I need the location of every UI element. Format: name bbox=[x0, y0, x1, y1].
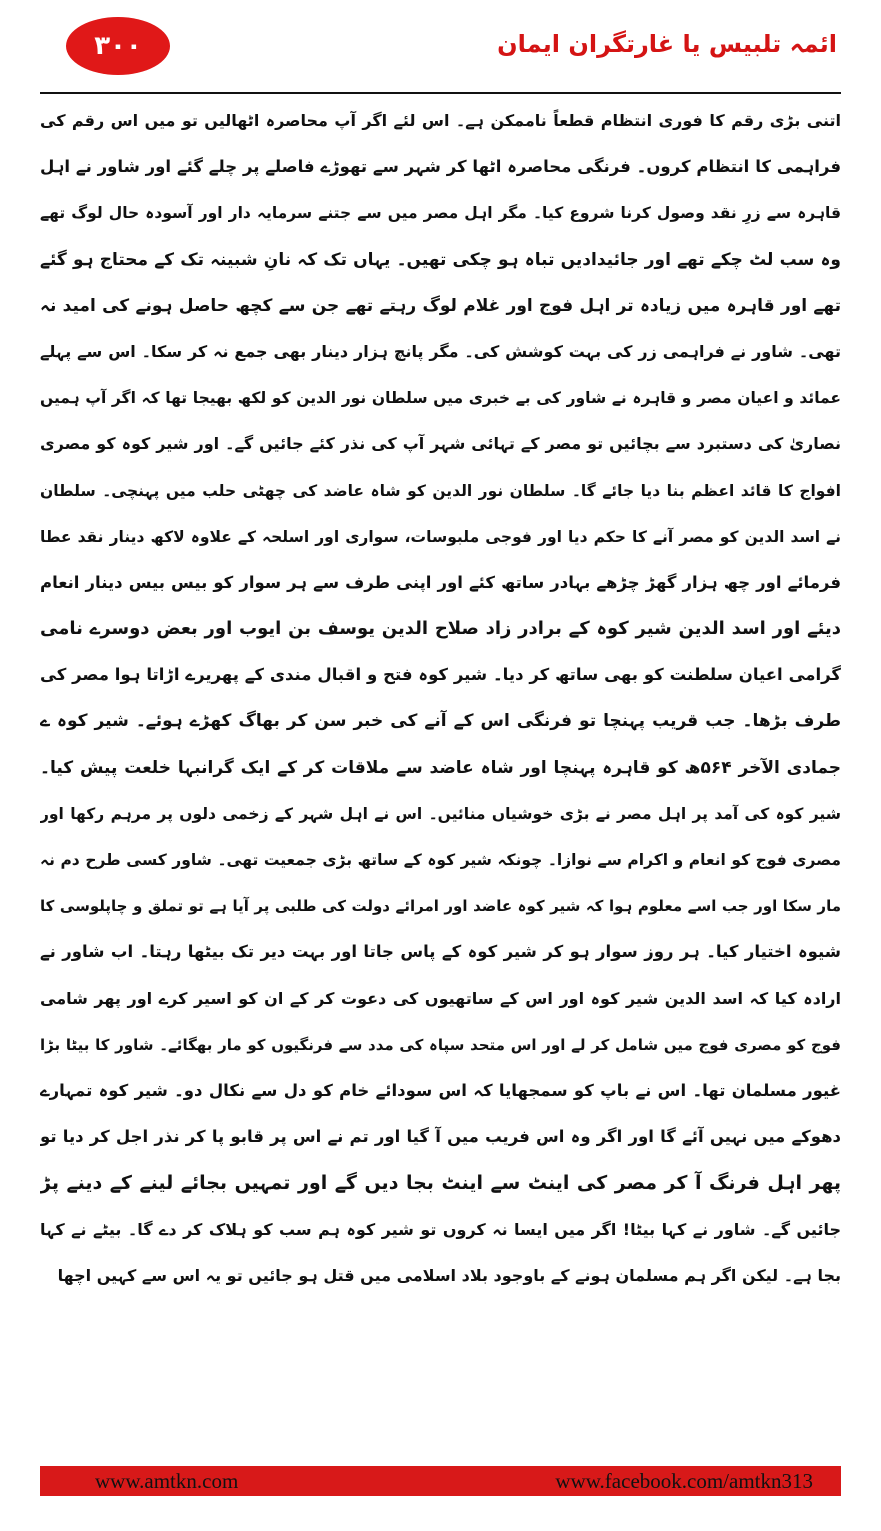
text-line: عمائد و اعیان مصر و قاہرہ نے شاور کی بے خبری میں سلطان نور الدین کو لکھ بھیجا تھا کہ اگر آپ ہمیں bbox=[40, 389, 841, 408]
text-line: دیئے اور اسد الدین شیر کوہ کے برادر زاد صلاح الدین یوسف بن ایوب اور بعض دوسرے نامی bbox=[40, 618, 841, 640]
footer-facebook-link[interactable]: www.facebook.com/amtkn313 bbox=[555, 1469, 813, 1493]
text-line: شیوہ اختیار کیا۔ ہر روز سوار ہو کر شیر کوہ کے پاس جاتا اور بہت دیر تک بیٹھا رہتا۔ اب شاور نے bbox=[40, 942, 841, 962]
text-line: قاہرہ سے زرِ نقد وصول کرنا شروع کیا۔ مگر اہل مصر میں سے جتنے سرمایہ دار اور آسودہ حال لوگ تھے bbox=[40, 204, 841, 223]
text-line: ارادہ کیا کہ اسد الدین شیر کوہ اور اس کے ساتھیوں کی دعوت کر کے ان کو اسیر کرے اور پھر شامی bbox=[40, 988, 841, 1008]
text-line: وہ سب لٹ چکے تھے اور جائیدادیں تباہ ہو چکی تھیں۔ یہاں تک کہ نانِ شبینہ تک کے محتاج ہو گئے bbox=[40, 249, 841, 270]
footer-bar bbox=[40, 1466, 841, 1496]
text-line: تھی۔ شاور نے فراہمی زر کی بہت کوشش کی۔ مگر پانچ ہزار دینار بھی جمع نہ کر سکا۔ اس سے پہلے bbox=[40, 341, 841, 361]
text-line: اتنی بڑی رقم کا فوری انتظام قطعاً ناممکن ہے۔ اس لئے اگر آپ محاصرہ اٹھالیں تو میں اس رقم کی bbox=[40, 111, 841, 130]
text-line: شیر کوہ کی آمد پر اہل مصر نے بڑی خوشیاں منائیں۔ اس نے اہل شہر کے زخمی دلوں پر مرہم رکھا اور bbox=[40, 804, 841, 823]
page-number: ۳۰۰ bbox=[94, 31, 142, 61]
text-line: جمادی الآخر ۵۶۴ھ کو قاہرہ پہنچا اور شاہ عاضد سے ملاقات کر کے ایک گرانبہا خلعت پیش کیا۔ bbox=[40, 757, 841, 778]
page-header bbox=[0, 0, 881, 96]
text-line: نے اسد الدین کو مصر آنے کا حکم دیا اور فوجی ملبوسات، سواری اور اسلحہ کے علاوہ لاکھ دینار نقد عطا bbox=[40, 527, 841, 546]
text-line: افواج کا قائد اعظم بنا دیا جائے گا۔ سلطان نور الدین کو شاہ عاضد کی چھٹی حلب میں پہنچی۔ سلطان bbox=[40, 481, 841, 500]
page-number-badge bbox=[66, 17, 170, 75]
body-text bbox=[40, 98, 841, 1446]
text-line: غیور مسلمان تھا۔ اس نے باپ کو سمجھایا کہ اس سودائے خام کو دل سے نکال دو۔ شیر کوہ تمہارے bbox=[40, 1080, 841, 1100]
text-line: مصری فوج کو انعام و اکرام سے نوازا۔ چونکہ شیر کوہ کے ساتھ بڑی جمعیت تھی۔ شاور کسی طرح دم نہ bbox=[40, 851, 841, 869]
text-line: تھے اور قاہرہ میں زیادہ تر اہل فوج اور غلام لوگ رہتے تھے جن سے کچھ حاصل ہونے کی امید نہ bbox=[40, 295, 841, 316]
header-divider bbox=[40, 92, 841, 94]
text-line: فرمائے اور چھ ہزار گھڑ چڑھے بہادر ساتھ کئے اور اپنی طرف سے ہر سوار کو بیس بیس دینار انعام bbox=[40, 572, 841, 592]
text-line: طرف بڑھا۔ جب قریب پہنچا تو فرنگی اس کے آنے کی خبر سن کر بھاگ کھڑے ہوئے۔ شیر کوہ ے bbox=[40, 711, 841, 732]
text-line: گرامی اعیان سلطنت کو بھی ساتھ کر دیا۔ شیر کوہ فتح و اقبال مندی کے پھریرے اڑاتا ہوا مصر کی bbox=[40, 665, 841, 685]
book-title: ائمہ تلبیس یا غارتگران ایمان bbox=[497, 30, 837, 58]
text-line: مار سکا اور جب اسے معلوم ہوا کہ شیر کوہ عاضد اور امرائے دولت کی طلبی پر آیا ہے تو تملق و چاپلوسی کا bbox=[40, 897, 841, 916]
text-line: نصاریٰ کی دستبرد سے بچائیں تو مصر کے تہائی شہر آپ کی نذر کئے جائیں گے۔ اور شیر کوہ کو مصری bbox=[40, 434, 841, 454]
text-line: جائیں گے۔ شاور نے کہا بیٹا! اگر میں ایسا نہ کروں تو شیر کوہ ہم سب کو ہلاک کر دے گا۔ بیٹے نے کہا bbox=[40, 1219, 841, 1239]
text-line: بجا ہے۔ لیکن اگر ہم مسلمان ہونے کے باوجود بلاد اسلامی میں قتل ہو جائیں تو یہ اس سے کہیں اچھا bbox=[57, 1265, 841, 1285]
text-line: دھوکے میں نہیں آئے گا اور اگر وہ اس فریب میں آ گیا اور تم نے اس پر قابو پا کر نذر اجل کر دیا تو bbox=[40, 1127, 841, 1147]
footer-website-link[interactable]: www.amtkn.com bbox=[95, 1469, 239, 1493]
text-line: فوج کو مصری فوج میں شامل کر لے اور اس متحد سپاہ کی مدد سے فرنگیوں کو مار بھگائے۔ شاور کا بیٹا بڑا bbox=[40, 1035, 841, 1054]
text-line: فراہمی کا انتظام کروں۔ فرنگی محاصرہ اٹھا کر شہر سے تھوڑے فاصلے پر چلے گئے اور شاور نے اہل bbox=[40, 157, 841, 177]
text-line: پھر اہل فرنگ آ کر مصر کی اینٹ سے اینٹ بجا دیں گے اور تمہیں بجائے لینے کے دینے پڑ bbox=[40, 1172, 841, 1195]
